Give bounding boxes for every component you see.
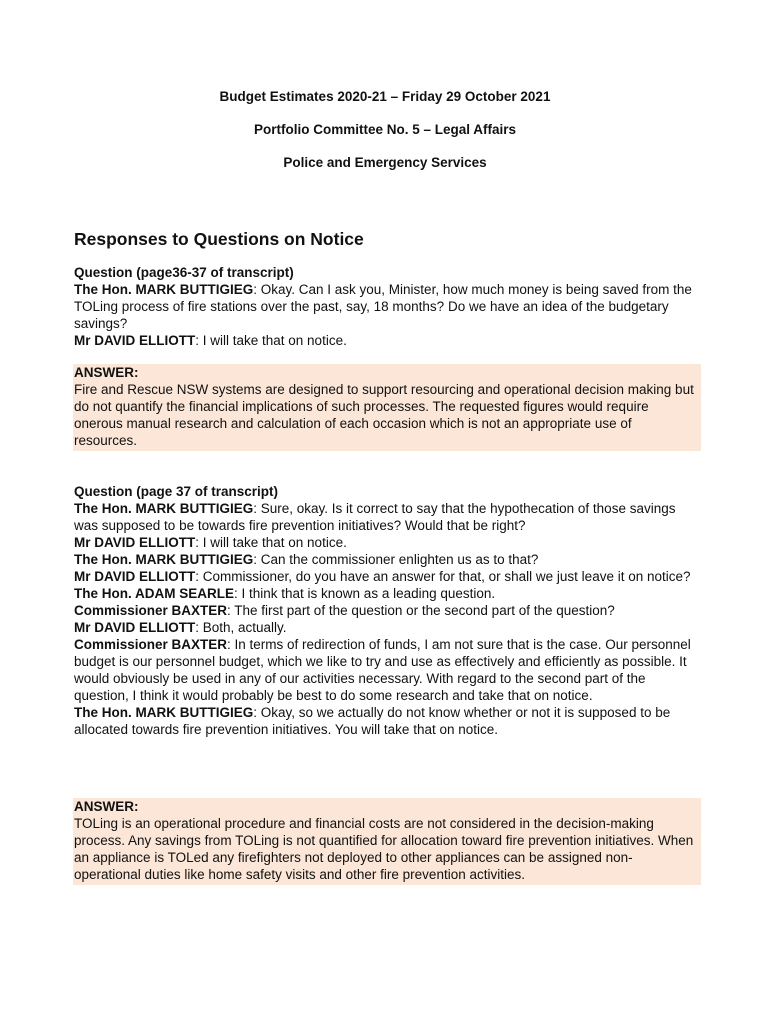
- speech: : I think that is known as a leading question.: [234, 586, 496, 601]
- speaker: Commissioner BAXTER: [74, 603, 228, 618]
- speech: : In terms of redirection of funds, I am not sure that is the case. Our personnel budget is our personnel budget, which we like to try and use as effectively and efficiently as possible. It would obviously be used in any of our activities necessary. With regard to the second part of the question, I think it would probably be best to do some research and take that on notice.: [74, 637, 691, 703]
- answer-text: Fire and Rescue NSW systems are designed to support resourcing and operational decision making but do not quantify the financial implications of such processes. The requested figures would require onerous manual research and calculation of each occasion which is not an appropriate use of resources.: [74, 382, 694, 448]
- answer-label: ANSWER:: [74, 799, 139, 814]
- answer-label: ANSWER:: [74, 365, 139, 380]
- transcript-line: [74, 281, 698, 332]
- speech: : I will take that on notice.: [195, 333, 347, 348]
- transcript-line: [74, 585, 698, 602]
- speaker: The Hon. MARK BUTTIGIEG: [74, 282, 254, 297]
- speech: : I will take that on notice.: [195, 535, 347, 550]
- transcript-line: [74, 568, 698, 585]
- answer-2: [73, 798, 701, 885]
- speaker: Mr DAVID ELLIOTT: [74, 333, 196, 348]
- transcript-line: [74, 534, 698, 551]
- speaker: Mr DAVID ELLIOTT: [74, 535, 196, 550]
- answer-1: [73, 364, 701, 451]
- question-ref: Question (page36-37 of transcript): [74, 265, 294, 280]
- transcript-line: [74, 636, 698, 704]
- speaker: Mr DAVID ELLIOTT: [74, 620, 196, 635]
- speaker: The Hon. MARK BUTTIGIEG: [74, 552, 254, 567]
- transcript-line: [74, 500, 698, 534]
- speaker: The Hon. MARK BUTTIGIEG: [74, 501, 254, 516]
- header-line-3: Police and Emergency Services: [283, 155, 487, 170]
- question-ref: Question (page 37 of transcript): [74, 484, 279, 499]
- answer-text: TOLing is an operational procedure and financial costs are not considered in the decision-making process. Any savings from TOLing is not quantified for allocation toward fire prevention initiatives. When an appliance is TOLed any firefighters not deployed to other appliances can be assigned non-operational duties like home safety visits and other fire prevention activities.: [74, 816, 694, 882]
- header-line-2: Portfolio Committee No. 5 – Legal Affairs: [253, 122, 517, 137]
- transcript-line: [74, 619, 698, 636]
- speaker: The Hon. ADAM SEARLE: [74, 586, 234, 601]
- question-2: [74, 483, 698, 738]
- header-line-1: Budget Estimates 2020-21 – Friday 29 October 2021: [219, 89, 551, 104]
- speech: : Both, actually.: [195, 620, 287, 635]
- speech: : Okay, so we actually do not know whether or not it is supposed to be allocated towards fire prevention initiatives. You will take that on notice.: [74, 705, 671, 737]
- speaker: Mr DAVID ELLIOTT: [74, 569, 196, 584]
- transcript-line: [74, 332, 698, 349]
- transcript-line: [74, 551, 698, 568]
- speaker: The Hon. MARK BUTTIGIEG: [74, 705, 254, 720]
- question-1: [74, 264, 698, 349]
- transcript-line: [74, 602, 698, 619]
- speech: : Okay. Can I ask you, Minister, how much money is being saved from the TOLing process of fire stations over the past, say, 18 months? Do we have an idea of the budgetary savings?: [74, 282, 692, 331]
- section-heading: Responses to Questions on Notice: [74, 229, 364, 249]
- speech: : Commissioner, do you have an answer for that, or shall we just leave it on notice?: [195, 569, 691, 584]
- speaker: Commissioner BAXTER: [74, 637, 228, 652]
- speech: : The first part of the question or the second part of the question?: [227, 603, 615, 618]
- speech: : Can the commissioner enlighten us as to that?: [253, 552, 539, 567]
- transcript-line: [74, 704, 698, 738]
- speech: : Sure, okay. Is it correct to say that the hypothecation of those savings was supposed to be towards fire prevention initiatives? Would that be right?: [74, 501, 676, 533]
